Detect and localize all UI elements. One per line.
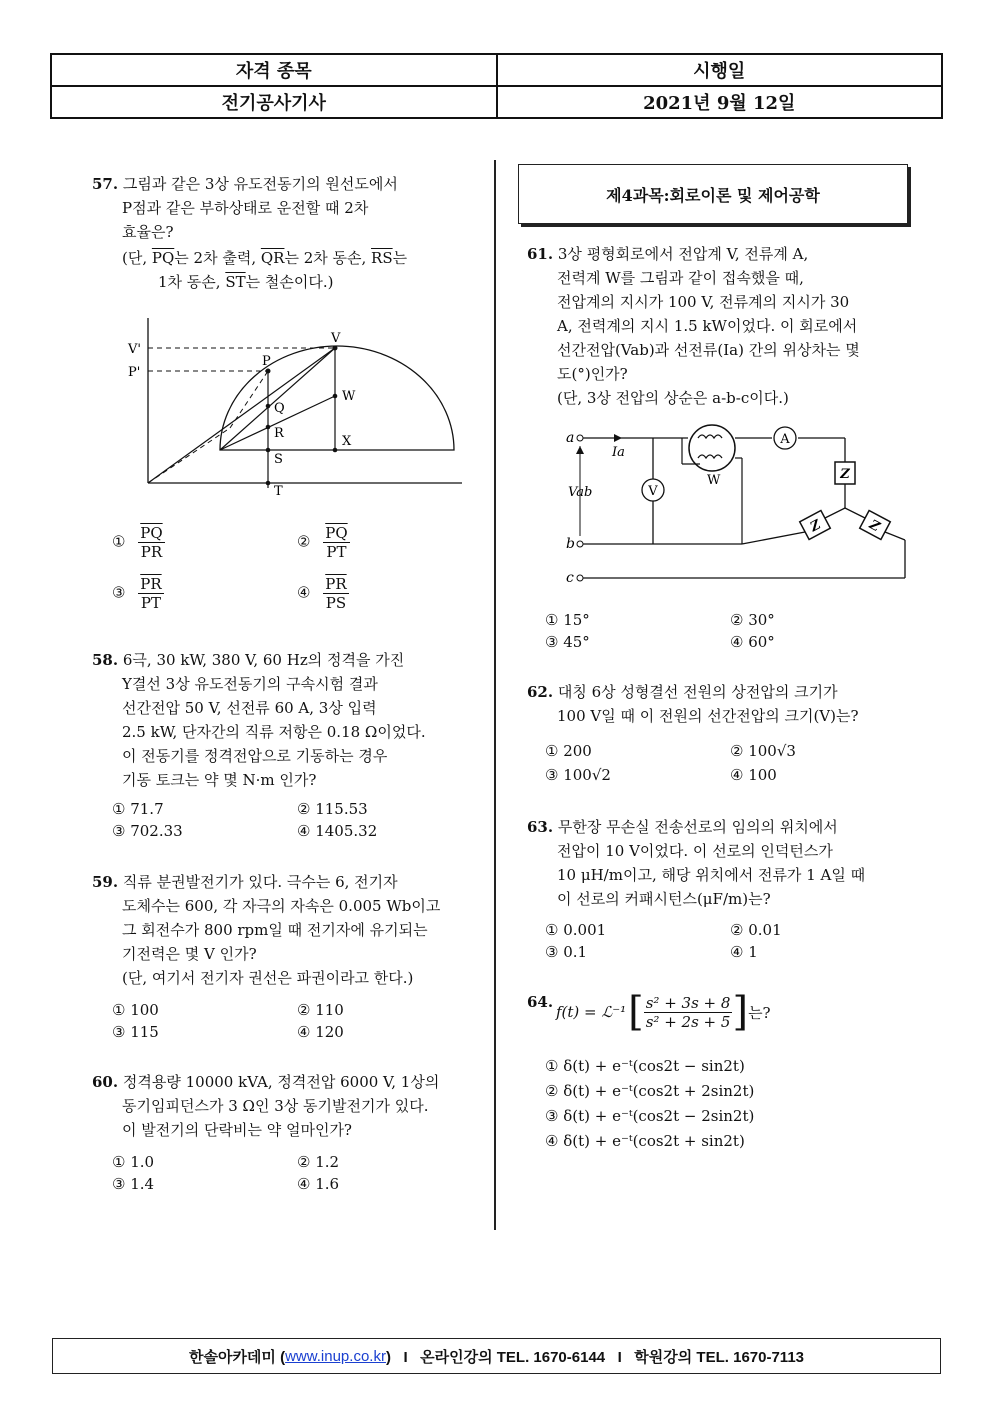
question-60: 60. 정격용량 10000 kVA, 정격전압 6000 V, 1상의 동기임피던스가 3 Ω인 3상 동기발전기가 있다. 이 발전기의 단락비는 약 얼마인가? <box>92 1073 440 1139</box>
q58-option-2[interactable]: ② 115.53 <box>297 800 368 818</box>
svg-text:c: c <box>566 570 574 586</box>
q62-option-2[interactable]: ② 100√3 <box>730 742 796 760</box>
fig-label-w: W <box>342 389 356 404</box>
fig-label-p-prime: P' <box>128 365 141 380</box>
q59-option-2[interactable]: ② 110 <box>297 1001 344 1019</box>
fig-label-v-prime: V' <box>128 342 141 357</box>
q62-option-1[interactable]: ① 200 <box>545 742 592 760</box>
question-61: 61. 3상 평형회로에서 전압계 V, 전류계 A, 전력계 W를 그림과 같이 접속했을 때, 전압계의 지시가 100 V, 전류계의 지시가 30 A, 전력계의 지시 1.5 kW이었다. 이 회로에서 선간전압(Vab)과 선전류(Ia) 간의 위상차는 몇 도(°)인가? (단, 3상 전압의 상순은 a-b-c이다.) <box>527 245 860 407</box>
fig-label-x: X <box>342 434 352 449</box>
question-63: 63. 무한장 무손실 전송선로의 임의의 위치에서 전압이 10 V이었다. 이 선로의 인덕턴스가 10 μH/m이고, 해당 위치에서 전류가 1 A일 때 이 선로의 커패시턴스(μF/m)는? <box>527 818 866 908</box>
q57-number: 57. <box>92 175 119 193</box>
footer-link[interactable]: www.inup.co.kr <box>285 1347 386 1365</box>
q62-option-3[interactable]: ③ 100√2 <box>545 766 611 784</box>
q57-line-1: 그림과 같은 3상 유도전동기의 원선도에서 <box>122 175 398 193</box>
q64-option-4[interactable]: ④ δ(t) + e⁻ᵗ(cos2t + sin2t) <box>545 1132 745 1150</box>
q60-option-3[interactable]: ③ 1.4 <box>112 1175 155 1193</box>
question-64 <box>527 990 553 1014</box>
q58-option-4[interactable]: ④ 1405.32 <box>297 822 378 840</box>
fig-label-p: P <box>262 354 271 369</box>
svg-text:Ia: Ia <box>612 445 625 460</box>
footer-org: 한솔아카데미 ( <box>188 1348 286 1366</box>
header-col1-title: 자격 종목 <box>51 54 497 86</box>
q60-option-4[interactable]: ④ 1.6 <box>297 1175 340 1193</box>
svg-text:A: A <box>780 432 790 447</box>
question-59: 59. 직류 분권발전기가 있다. 극수는 6, 전기자 도체수는 600, 각 자극의 자속은 0.005 Wb이고 그 회전수가 800 rpm일 때 전기자에 유기되는 기전력은 몇 V 인가? (단, 여기서 전기자 권선은 파권이라고 한다.) <box>92 873 441 987</box>
question-57 <box>92 172 407 294</box>
header-col1-value: 전기공사기사 <box>51 86 497 118</box>
svg-text:V: V <box>648 484 658 499</box>
q61-circuit-diagram <box>560 420 920 590</box>
svg-text:Vab: Vab <box>568 485 593 500</box>
q64-denominator: s² + 2s + 5 <box>645 1012 731 1031</box>
header-col2-value: 2021년 9월 12일 <box>497 86 943 118</box>
question-58: 58. 6극, 30 kW, 380 V, 60 Hz의 정격을 가진 Y결선 3상 유도전동기의 구속시험 결과 선간전압 50 V, 선전류 60 A, 3상 입력 2.5 kW, 단자간의 직류 저항은 0.18 Ω이었다. 이 전동기를 정격전압으로 기동하는 경우 기동 토크는 약 몇 N·m 인가? <box>92 651 426 789</box>
q61-option-1[interactable]: ① 15° <box>545 611 590 629</box>
q64-suffix: 는? <box>748 1003 771 1022</box>
q64-option-2[interactable]: ② δ(t) + e⁻ᵗ(cos2t + 2sin2t) <box>545 1082 755 1100</box>
q63-option-3[interactable]: ③ 0.1 <box>545 943 588 961</box>
q57-option-1[interactable]: ① $\frac{\overline{PQ}}{PR}$ <box>112 524 163 561</box>
q58-option-1[interactable]: ① 71.7 <box>112 800 164 818</box>
q60-option-2[interactable]: ② 1.2 <box>297 1153 340 1171</box>
q59-option-4[interactable]: ④ 120 <box>297 1023 344 1041</box>
q57-circle-diagram <box>120 318 470 503</box>
fig-label-s: S <box>274 452 283 467</box>
section-title-box <box>518 164 908 224</box>
header-col2-title: 시행일 <box>497 54 943 86</box>
fig-label-t: T <box>274 484 283 499</box>
question-62: 62. 대칭 6상 성형결선 전원의 상전압의 크기가 100 V일 때 이 전원의 선간전압의 크기(V)는? <box>527 683 859 725</box>
q64-lhs: f(t) = ℒ⁻¹ <box>556 1003 627 1021</box>
section-title: 제4과목:회로이론 및 제어공학 <box>606 185 820 205</box>
q60-option-1[interactable]: ① 1.0 <box>112 1153 155 1171</box>
q61-option-4[interactable]: ④ 60° <box>730 633 775 651</box>
q63-option-1[interactable]: ① 0.001 <box>545 921 607 939</box>
q59-option-1[interactable]: ① 100 <box>112 1001 159 1019</box>
fig-label-r: R <box>274 426 284 441</box>
q61-option-3[interactable]: ③ 45° <box>545 633 590 651</box>
q63-option-4[interactable]: ④ 1 <box>730 943 758 961</box>
fig-label-q: Q <box>274 401 285 416</box>
q64-option-1[interactable]: ① δ(t) + e⁻ᵗ(cos2t − sin2t) <box>545 1057 745 1075</box>
q64-option-3[interactable]: ③ δ(t) + e⁻ᵗ(cos2t − 2sin2t) <box>545 1107 755 1125</box>
q57-note-2: 1차 동손, $\overline{ST}$는 철손이다.) <box>158 273 334 291</box>
q59-option-3[interactable]: ③ 115 <box>112 1023 159 1041</box>
q63-option-2[interactable]: ② 0.01 <box>730 921 782 939</box>
fig-label-v: V <box>331 331 341 346</box>
svg-text:W: W <box>707 473 721 488</box>
header-table <box>50 53 943 119</box>
q57-line-3: 효율은? <box>122 223 174 241</box>
svg-text:b: b <box>566 536 575 552</box>
q58-option-3[interactable]: ③ 702.33 <box>112 822 183 840</box>
svg-text:Z: Z <box>840 467 850 482</box>
svg-text:Z: Z <box>807 517 824 536</box>
q64-formula: f(t) = ℒ⁻¹ [ $\frac{\text{s² + 3s + 8}}{\text{s² + 2s + 5}}$ ] 는? <box>556 989 771 1035</box>
q57-option-4[interactable]: ④ $\frac{\overline{PR}}{PS}$ <box>297 575 347 612</box>
q57-note-1: (단, $\overline{PQ}$는 2차 출력, $\overline{QR}$는 2차 동손, $\overline{RS}$는 <box>122 249 408 267</box>
footer <box>52 1338 941 1374</box>
q57-option-3[interactable]: ③ $\frac{\overline{PR}}{PT}$ <box>112 575 162 612</box>
q61-option-2[interactable]: ② 30° <box>730 611 775 629</box>
q64-number: 64. <box>527 993 554 1011</box>
q57-option-2[interactable]: ② $\frac{\overline{PQ}}{PT}$ <box>297 524 348 561</box>
q64-numerator: s² + 3s + 8 <box>645 993 731 1012</box>
svg-text:a: a <box>566 430 575 446</box>
q62-option-4[interactable]: ④ 100 <box>730 766 777 784</box>
footer-contact: ) I 온라인강의 TEL. 1670-6144 I 학원강의 TEL. 1670-7113 <box>385 1348 805 1366</box>
column-divider <box>494 160 496 1230</box>
svg-text:Z: Z <box>866 517 883 536</box>
q57-line-2: P점과 같은 부하상태로 운전할 때 2차 <box>122 199 369 217</box>
